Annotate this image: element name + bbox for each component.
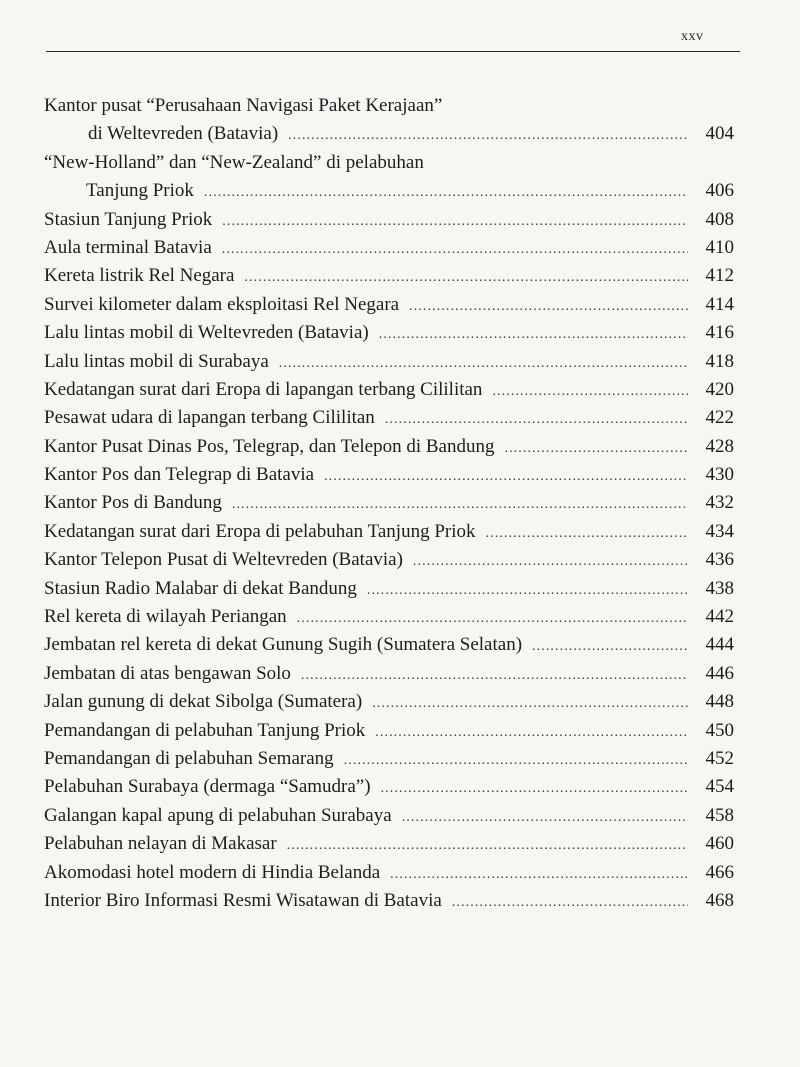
toc-entry [44, 291, 734, 319]
toc-page-number: 434 [705, 520, 734, 542]
dot-leader [367, 577, 688, 605]
toc-entry-title: Aula terminal Batavia [44, 236, 212, 258]
dot-leader [232, 491, 688, 519]
toc-entry [44, 575, 734, 603]
toc-page-number: 428 [705, 435, 734, 457]
dot-leader [390, 861, 688, 889]
toc-entry-title: Interior Biro Informasi Resmi Wisatawan di Batavia [44, 889, 442, 911]
dot-leader [409, 293, 688, 321]
toc-entry [44, 149, 734, 206]
toc-entry [44, 206, 734, 234]
toc-entry-title: Galangan kapal apung di pelabuhan Surabaya [44, 804, 392, 826]
dot-leader [204, 179, 688, 207]
toc-page-number: 466 [705, 861, 734, 883]
toc-entry-title: Kantor Pusat Dinas Pos, Telegrap, dan Telepon di Bandung [44, 435, 495, 457]
dot-leader [222, 236, 688, 264]
toc-page-number: 454 [705, 776, 734, 798]
toc-entry-title: Kantor Pos di Bandung [44, 492, 222, 514]
toc-entry [44, 802, 734, 830]
toc-entry [44, 546, 734, 574]
toc-entry-title: Jembatan di atas bengawan Solo [44, 662, 291, 684]
toc-page-number: 418 [705, 350, 734, 372]
toc-entry-title: Kantor pusat “Perusahaan Navigasi Paket Kerajaan” [44, 95, 443, 116]
toc-entry-title: Pesawat udara di lapangan terbang Cililitan [44, 407, 375, 429]
toc-entry [44, 688, 734, 716]
toc-page-number: 432 [705, 492, 734, 514]
dot-leader [301, 662, 688, 690]
toc-entry [44, 92, 734, 149]
toc-entry-title: Kereta listrik Rel Negara [44, 265, 235, 287]
toc-entry [44, 376, 734, 404]
toc-entry [44, 859, 734, 887]
toc-page-number: 406 [705, 180, 734, 202]
dot-leader [222, 208, 688, 236]
dot-leader [504, 435, 688, 463]
toc-entry-title: Survei kilometer dalam eksploitasi Rel Negara [44, 293, 400, 315]
toc-entry-title: Lalu lintas mobil di Weltevreden (Batavia) [44, 322, 369, 344]
toc-entry-title: Stasiun Tanjung Priok [44, 208, 213, 230]
toc-page-number: 438 [705, 577, 734, 599]
toc-entry-title: Tanjung Priok [86, 180, 194, 202]
toc-page-number: 430 [705, 464, 734, 486]
toc-entry [44, 717, 734, 745]
toc-entry-title: Pemandangan di pelabuhan Semarang [44, 747, 334, 769]
dot-leader [492, 378, 688, 406]
toc-page-number: 442 [705, 606, 734, 628]
toc-entry [44, 319, 734, 347]
toc-page-number: 410 [705, 236, 734, 258]
toc-entry [44, 433, 734, 461]
toc-page-number: 450 [705, 719, 734, 741]
dot-leader [279, 350, 688, 378]
toc-page-number: 444 [705, 634, 734, 656]
dot-leader [344, 747, 688, 775]
toc-entry [44, 404, 734, 432]
dot-leader [287, 832, 688, 860]
toc-entry-title: Jalan gunung di dekat Sibolga (Sumatera) [44, 691, 363, 713]
dot-leader [381, 775, 688, 803]
dot-leader [324, 463, 688, 491]
toc-entry [44, 887, 734, 915]
toc-page-number: 468 [705, 889, 734, 911]
toc-entry [44, 830, 734, 858]
dot-leader [372, 690, 688, 718]
toc-entry-title: Pelabuhan nelayan di Makasar [44, 833, 277, 855]
toc-entry-title: Pelabuhan Surabaya (dermaga “Samudra”) [44, 776, 371, 798]
toc-entry [44, 461, 734, 489]
toc-entry [44, 348, 734, 376]
toc-page-number: 404 [705, 123, 734, 145]
toc-entry [44, 489, 734, 517]
toc-entry-title: Lalu lintas mobil di Surabaya [44, 350, 269, 372]
dot-leader [385, 406, 688, 434]
dot-leader [297, 605, 688, 633]
toc-page-number: 446 [705, 662, 734, 684]
toc-entry-title: Kantor Pos dan Telegrap di Batavia [44, 464, 315, 486]
toc-entry [44, 660, 734, 688]
toc-entry-title: “New-Holland” dan “New-Zealand” di pelabuhan [44, 151, 424, 173]
dot-leader [532, 633, 688, 661]
toc-page-number: 416 [705, 322, 734, 344]
toc-entry-title: Rel kereta di wilayah Periangan [44, 606, 287, 628]
dot-leader [379, 321, 688, 349]
toc-page-number: 458 [705, 804, 734, 826]
toc-entry [44, 518, 734, 546]
dot-leader [413, 548, 688, 576]
toc-entry [44, 773, 734, 801]
toc-page-number: 448 [705, 691, 734, 713]
toc-page-number: 414 [705, 293, 734, 315]
dot-leader [244, 264, 688, 292]
toc-page-number: 460 [705, 833, 734, 855]
toc-entry [44, 603, 734, 631]
toc-entry-title: Pemandangan di pelabuhan Tanjung Priok [44, 719, 366, 741]
table-of-contents [44, 92, 734, 915]
toc-entry-title: Jembatan rel kereta di dekat Gunung Sugih (Sumatera Selatan) [44, 634, 523, 656]
dot-leader [402, 804, 688, 832]
toc-page-number: 422 [705, 407, 734, 429]
toc-entry-title: Stasiun Radio Malabar di dekat Bandung [44, 577, 357, 599]
dot-leader [452, 889, 688, 917]
toc-page-number: 436 [705, 549, 734, 571]
toc-entry [44, 234, 734, 262]
dot-leader [486, 520, 689, 548]
toc-page-number: 452 [705, 747, 734, 769]
header-rule [46, 51, 740, 52]
toc-entry-title: Kantor Telepon Pusat di Weltevreden (Batavia) [44, 549, 403, 571]
toc-entry [44, 262, 734, 290]
toc-entry-title: di Weltevreden (Batavia) [88, 123, 279, 145]
toc-entry-title: Kedatangan surat dari Eropa di pelabuhan Tanjung Priok [44, 520, 476, 542]
dot-leader [288, 122, 688, 150]
dot-leader [375, 719, 688, 747]
page-number: xxv [681, 29, 704, 44]
toc-page-number: 408 [705, 208, 734, 230]
toc-entry-title: Kedatangan surat dari Eropa di lapangan terbang Cililitan [44, 378, 483, 400]
toc-entry [44, 631, 734, 659]
toc-page-number: 412 [705, 265, 734, 287]
toc-entry [44, 745, 734, 773]
toc-entry-title: Akomodasi hotel modern di Hindia Belanda [44, 861, 381, 883]
toc-page-number: 420 [705, 378, 734, 400]
